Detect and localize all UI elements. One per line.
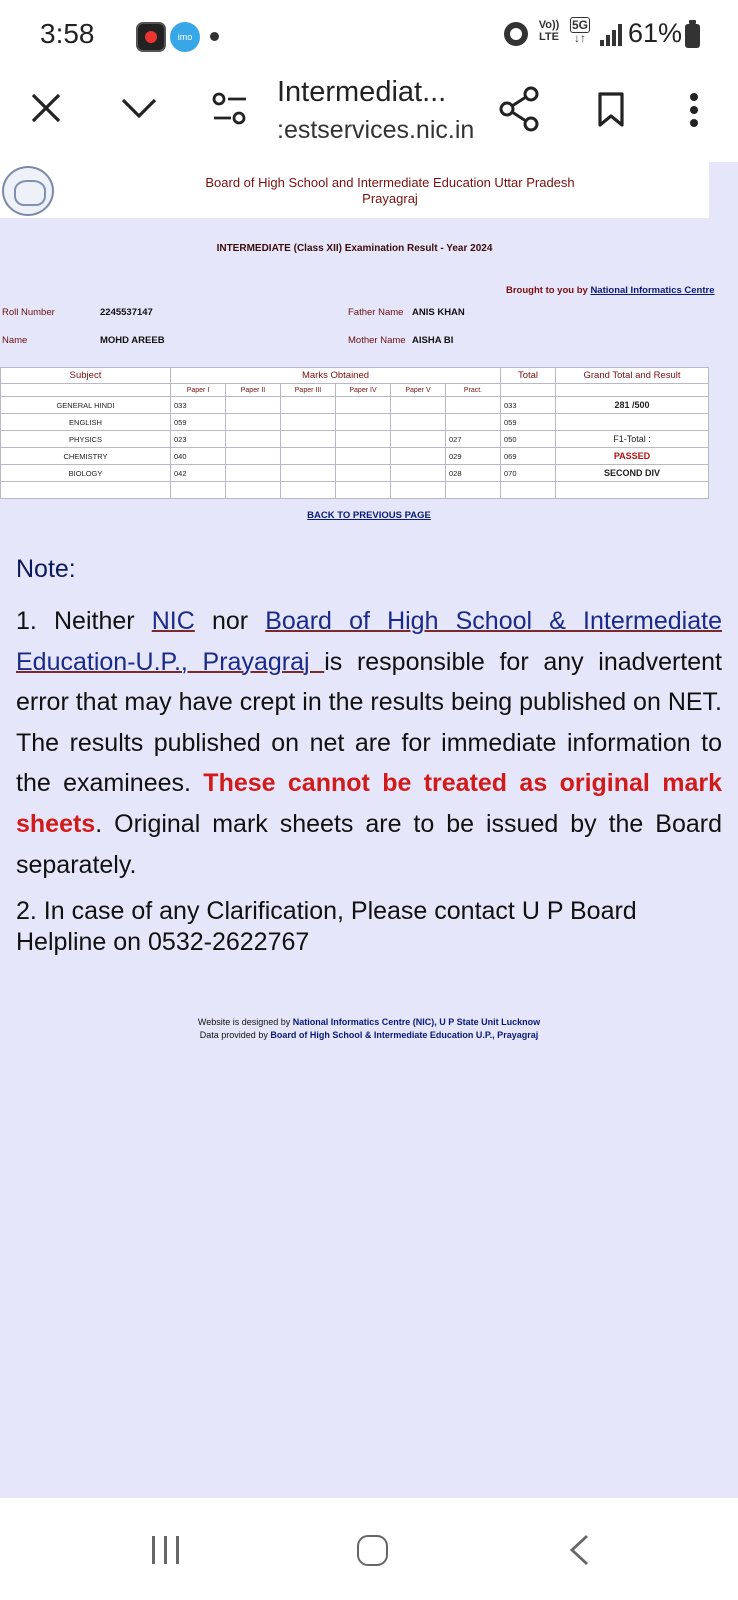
- table-subheader-row: [1, 384, 709, 397]
- system-navigation-bar: [0, 1498, 738, 1600]
- result-cell: [556, 414, 709, 431]
- subject-cell: BIOLOGY: [1, 465, 171, 482]
- note-warning: These cannot be treated as original mark sheets: [16, 769, 722, 838]
- board-title-line2: Prayagraj: [362, 191, 418, 206]
- father-name-label: Father Name: [348, 307, 404, 318]
- web-page: [0, 162, 738, 1498]
- total-cell: 070: [501, 465, 556, 482]
- volte-indicator: [536, 19, 562, 43]
- board-title-line1: Board of High School and Intermediate Education Uttar Pradesh: [205, 175, 575, 190]
- paper-1-cell: 023: [171, 431, 226, 448]
- up-board-logo-icon: [2, 166, 54, 216]
- page-banner: [0, 162, 709, 218]
- grand-total-cell: 281 /500: [556, 397, 709, 414]
- volte-line1: Vo)): [538, 19, 560, 31]
- credit-prefix: Brought to you by: [506, 285, 591, 296]
- practical-cell: 028: [446, 465, 501, 482]
- battery-icon: [685, 24, 700, 48]
- back-icon[interactable]: [568, 1534, 590, 1566]
- page-url[interactable]: :estservices.nic.in: [277, 116, 475, 144]
- paper-1-cell: 033: [171, 397, 226, 414]
- table-row: [1, 414, 709, 431]
- mother-name-label: Mother Name: [348, 335, 406, 346]
- practical-header: Pract.: [446, 384, 501, 397]
- volte-line2: LTE: [539, 31, 559, 43]
- paper-1-cell: 042: [171, 465, 226, 482]
- app-notification-icon: [136, 22, 166, 52]
- credit-line: [506, 285, 715, 296]
- table-header-row: [1, 368, 709, 384]
- paper-5-header: Paper V: [391, 384, 446, 397]
- recent-apps-icon[interactable]: [152, 1536, 180, 1564]
- network-type: 5G: [571, 18, 588, 32]
- imo-notification-icon: imo: [170, 22, 200, 52]
- note-paragraph-2: 2. In case of any Clarification, Please contact U P Board Helpline on 0532-2622767: [16, 897, 637, 956]
- home-icon[interactable]: [357, 1535, 388, 1566]
- footer-data-by: Board of High School & Intermediate Education U.P., Prayagraj: [270, 1030, 539, 1040]
- nic-link[interactable]: National Informatics Centre: [590, 285, 715, 296]
- nic-note-link[interactable]: NIC: [151, 607, 195, 635]
- blank-subheader: [501, 384, 556, 397]
- subject-header: Subject: [1, 368, 171, 384]
- network-indicator: [568, 19, 592, 45]
- name-label: Name: [2, 335, 28, 346]
- status-time: 3:58: [40, 18, 95, 49]
- division-cell: SECOND DIV: [556, 465, 709, 482]
- chevron-down-icon[interactable]: [120, 92, 158, 124]
- subject-cell: ENGLISH: [1, 414, 171, 431]
- network-arrows: ↓↑: [574, 31, 586, 45]
- subject-cell: CHEMISTRY: [1, 448, 171, 465]
- exam-title: INTERMEDIATE (Class XII) Examination Result - Year 2024: [216, 243, 493, 254]
- mother-name-value: AISHA BI: [412, 335, 454, 346]
- page-title[interactable]: Intermediat...: [277, 76, 447, 108]
- more-options-icon[interactable]: [688, 92, 700, 128]
- page-settings-icon[interactable]: [212, 90, 248, 128]
- practical-cell: [446, 397, 501, 414]
- total-cell: 059: [501, 414, 556, 431]
- roll-number-label: Roll Number: [2, 307, 55, 318]
- result-header: Grand Total and Result: [556, 368, 709, 384]
- status-bar: [0, 0, 738, 70]
- note-text: 1. Neither: [16, 607, 152, 635]
- name-value: MOHD AREEB: [100, 335, 165, 346]
- blank-subheader: [556, 384, 709, 397]
- roll-number-value: 2245537147: [100, 307, 153, 318]
- total-cell: 050: [501, 431, 556, 448]
- footer-data-prefix: Data provided by: [199, 1030, 271, 1040]
- note-text: . Original mark sheets are to be issued by the Board separately.: [16, 809, 722, 879]
- page-footer: [0, 1016, 738, 1042]
- paper-2-header: Paper II: [226, 384, 281, 397]
- battery-percentage: 61%: [628, 18, 683, 48]
- paper-4-header: Paper IV: [336, 384, 391, 397]
- alarm-icon: [504, 22, 528, 46]
- father-name-value: ANIS KHAN: [412, 307, 465, 318]
- total-header: Total: [501, 368, 556, 384]
- total-cell: 069: [501, 448, 556, 465]
- note-paragraph-1: [16, 601, 722, 885]
- practical-cell: [446, 414, 501, 431]
- note-heading: Note:: [16, 555, 76, 583]
- browser-toolbar: [0, 70, 738, 162]
- result-status-cell: PASSED: [556, 448, 709, 465]
- practical-cell: 027: [446, 431, 501, 448]
- note-text: nor: [194, 607, 266, 635]
- more-notifications-dot-icon: [210, 32, 219, 41]
- total-cell: 033: [501, 397, 556, 414]
- note-text: is responsible for any inadvertent error that may have crept in the results being published on NET. The results published on net are for immediate information to the examinees.: [16, 647, 723, 798]
- close-icon[interactable]: [30, 92, 62, 124]
- footer-designed-prefix: Website is designed by: [197, 1017, 293, 1027]
- marks-table: [0, 367, 709, 499]
- paper-1-cell: 040: [171, 448, 226, 465]
- bookmark-icon[interactable]: [597, 92, 625, 128]
- back-to-previous-page-link[interactable]: BACK TO PREVIOUS PAGE: [307, 510, 431, 521]
- table-row: [1, 397, 709, 414]
- paper-3-header: Paper III: [281, 384, 336, 397]
- subject-cell: GENERAL HINDI: [1, 397, 171, 414]
- share-icon[interactable]: [498, 86, 540, 132]
- practical-cell: 029: [446, 448, 501, 465]
- signal-strength-icon: [600, 24, 624, 46]
- table-row: [1, 448, 709, 465]
- result-total-label-cell: F1-Total :: [556, 431, 709, 448]
- table-row: [1, 482, 709, 499]
- table-row: [1, 431, 709, 448]
- subject-cell: PHYSICS: [1, 431, 171, 448]
- footer-designed-by: National Informatics Centre (NIC), U P State Unit Lucknow: [292, 1017, 541, 1027]
- table-row: [1, 465, 709, 482]
- board-title: [130, 175, 650, 207]
- paper-1-header: Paper I: [171, 384, 226, 397]
- board-note-link[interactable]: Board of High School & Intermediate Education-U.P., Prayagraj: [16, 607, 722, 676]
- marks-obtained-header: Marks Obtained: [171, 368, 501, 384]
- paper-1-cell: 059: [171, 414, 226, 431]
- blank-subheader: [1, 384, 171, 397]
